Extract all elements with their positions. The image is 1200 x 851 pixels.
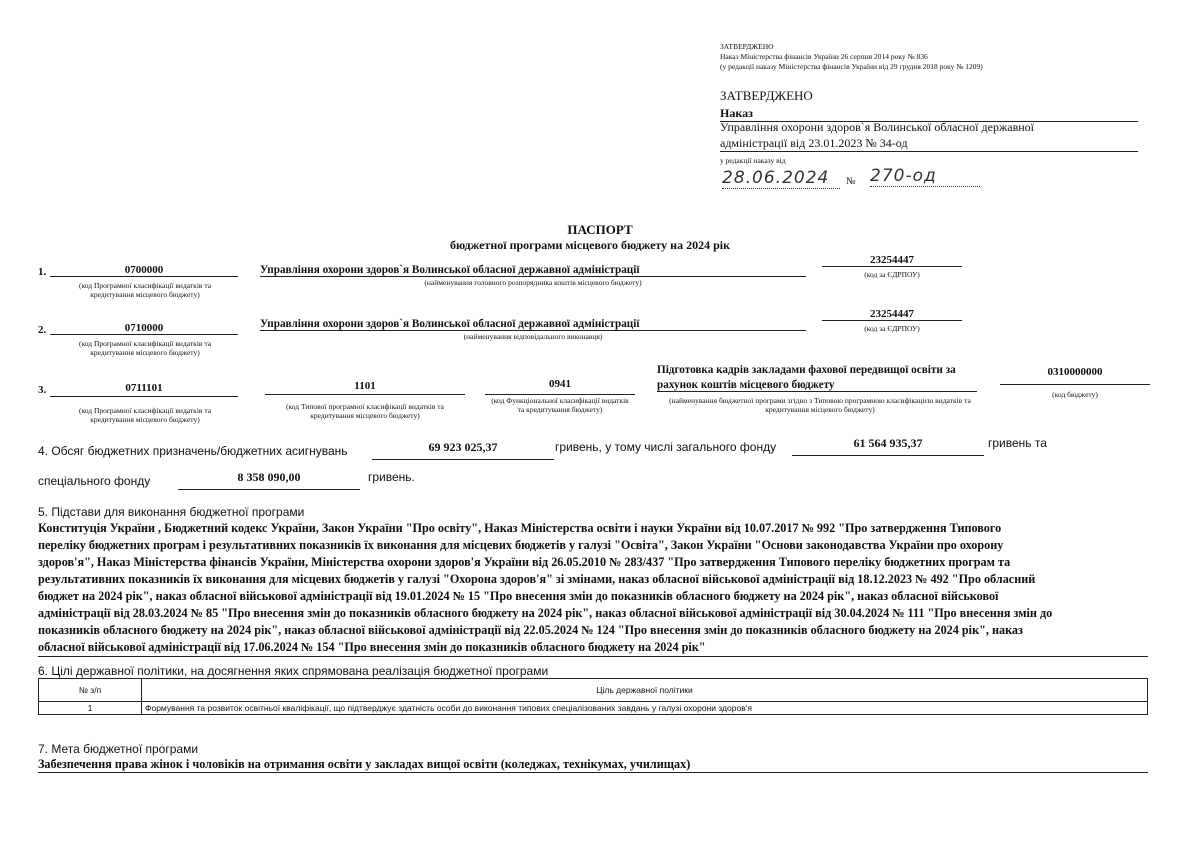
header-approved-line1: Наказ Міністерства фінансів України 26 серпня 2014 року № 836 xyxy=(720,52,928,61)
goals-row-num: 1 xyxy=(39,702,142,715)
section5-line: переліку бюджетних програм і результативних показників їх виконання для місцевих бюджетів у галузі "Освіта", Закон України "Основи законодавства України про охорону xyxy=(38,538,1004,552)
section4-special: 8 358 090,00 xyxy=(178,470,360,490)
goals-col-num: № з/п xyxy=(39,679,142,702)
row1-name: Управління охорони здоров`я Волинської обласної державної адміністрації xyxy=(260,264,806,277)
passport-subtitle: бюджетної програми місцевого бюджету на 2024 рік xyxy=(450,238,730,252)
section4-special-end: гривень. xyxy=(368,470,415,484)
row3-func-code: 0941 xyxy=(485,378,635,395)
row1-edrpou: 23254447 xyxy=(822,254,962,267)
row2-code: 0710000 xyxy=(50,322,238,335)
section5-line: Конституція України , Бюджетний кодекс України, Закон України "Про освіту", Наказ Міністерства освіти і науки України від 10.07.2017 № 992 "Про затвердження Типового xyxy=(38,521,1002,535)
row3-budget-caption: (код бюджету) xyxy=(1052,390,1098,399)
section4-total: 69 923 025,37 xyxy=(372,440,554,460)
section5-line: адміністрації від 28.03.2024 № 85 "Про внесення змін до показників обласного бюджету на 2024 рік", наказ обласної військової адміністрації від 30.04.2024 № 111 "Про внесення змін до xyxy=(38,606,1053,620)
row2-code-caption: (код Програмної класифікації видатків та кредитування місцевого бюджету) xyxy=(78,339,212,357)
row2-name: Управління охорони здоров`я Волинської обласної державної адміністрації xyxy=(260,318,806,331)
section5-line: показників обласного бюджету на 2024 рік", наказ обласної військової адміністрації від 22.05.2024 № 124 "Про внесення змін до показників обласного бюджету на 2024 рік", наказ xyxy=(38,623,1023,637)
section7-text: Забезпечення права жінок і чоловіків на отримання освіти у закладах вищої освіти (коледжах, технікумах, училищах) xyxy=(38,757,1148,773)
approval-edition-label: у редакції наказу від xyxy=(720,156,786,165)
section5-line: бюджет на 2024 рік", наказ обласної військової адміністрації від 19.01.2024 № 15 "Про внесення змін до показників обласного бюджету на 2024 рік", наказ обласної військової xyxy=(38,589,999,603)
table-row xyxy=(39,702,1148,715)
row2-num: 2. xyxy=(38,324,47,336)
row2-edrpou-caption: (код за ЄДРПОУ) xyxy=(864,324,920,333)
row3-code: 0711101 xyxy=(50,382,238,397)
row2-edrpou: 23254447 xyxy=(822,308,962,321)
goals-header-row xyxy=(39,679,1148,702)
approval-org-line2: адміністрації від 23.01.2023 № 34-од xyxy=(720,136,1138,152)
approval-title: ЗАТВЕРДЖЕНО xyxy=(720,88,813,103)
approval-order-label: Наказ xyxy=(720,106,1138,122)
row3-typical-caption: (код Типової програмної класифікації видатків та кредитування місцевого бюджету) xyxy=(285,402,445,420)
header-approved-line2: (у редакції наказу Міністерства фінансів України від 29 грудня 2018 року № 1209) xyxy=(720,62,983,71)
row1-edrpou-caption: (код за ЄДРПОУ) xyxy=(864,270,920,279)
section5-line: здоров'я", Наказ Міністерства фінансів України, Міністерства охорони здоров'я України від 26.05.2010 № 283/437 "Про затвердження Типового переліку бюджетних програм та xyxy=(38,555,1011,569)
section4-special-label: спеціального фонду xyxy=(38,474,151,488)
row3-code-caption: (код Програмної класифікації видатків та кредитування місцевого бюджету) xyxy=(78,406,212,424)
approval-number-sign: № xyxy=(846,176,856,187)
section7-label: 7. Мета бюджетної програми xyxy=(38,742,199,756)
row3-num: 3. xyxy=(38,384,47,396)
section5-line: обласної військової адміністрації від 17.06.2024 № 154 "Про внесення змін до показників обласного бюджету на 2024 рік" xyxy=(38,639,1148,657)
goals-row-goal: Формування та розвиток освітньої кваліфікації, що підтверджує здатність особи до виконання типових спеціалізованих завдань у галузі охорони здоров'я xyxy=(142,702,1148,715)
row3-name-line2: рахунок коштів місцевого бюджету xyxy=(657,379,977,392)
section6-label: 6. Цілі державної політики, на досягнення яких спрямована реалізація бюджетної програми xyxy=(38,664,549,678)
approval-edition-date: 28.06.2024 xyxy=(722,168,840,189)
passport-title: ПАСПОРТ xyxy=(567,222,633,237)
approval-edition-number: 270-од xyxy=(870,166,980,187)
section5-label: 5. Підстави для виконання бюджетної програми xyxy=(38,505,305,519)
row1-name-caption: (найменування головного розпорядника коштів місцевого бюджету) xyxy=(424,278,642,287)
row1-code: 0700000 xyxy=(50,264,238,277)
row1-code-caption: (код Програмної класифікації видатків та кредитування місцевого бюджету) xyxy=(78,281,212,299)
section5-text xyxy=(38,520,1148,657)
row3-name-caption: (найменування бюджетної програми згідно з Типовою програмною класифікацією видатків та кредитування місцевого бюджету) xyxy=(669,396,971,414)
section4-mid-text: гривень, у тому числі загального фонду xyxy=(555,440,777,454)
row2-name-caption: (найменування відповідального виконавця) xyxy=(463,332,603,341)
approval-org-line1: Управління охорони здоров`я Волинської обласної державної xyxy=(720,120,1034,134)
row1-num: 1. xyxy=(38,266,47,278)
goals-col-goal: Ціль державної політики xyxy=(142,679,1148,702)
section4-end-text: гривень та xyxy=(988,436,1047,450)
row3-typical-code: 1101 xyxy=(265,380,465,395)
section4-label: 4. Обсяг бюджетних призначень/бюджетних асигнувань xyxy=(38,444,348,458)
header-approved-title: ЗАТВЕРДЖЕНО xyxy=(720,42,774,51)
row3-func-caption: (код Функціональної класифікації видатків та кредитування бюджету) xyxy=(491,396,629,414)
row3-budget-code: 0310000000 xyxy=(1000,366,1150,385)
goals-table xyxy=(38,678,1148,715)
section5-line: результативних показників їх виконання для місцевих бюджетів у галузі "Охорона здоров'я" зі змінами, наказ обласної військової адміністрації від 18.12.2023 № 492 "Про обласний xyxy=(38,572,1036,586)
section4-general: 61 564 935,37 xyxy=(792,436,984,456)
row3-name-line1: Підготовка кадрів закладами фахової передвищої освіти за xyxy=(657,364,956,376)
